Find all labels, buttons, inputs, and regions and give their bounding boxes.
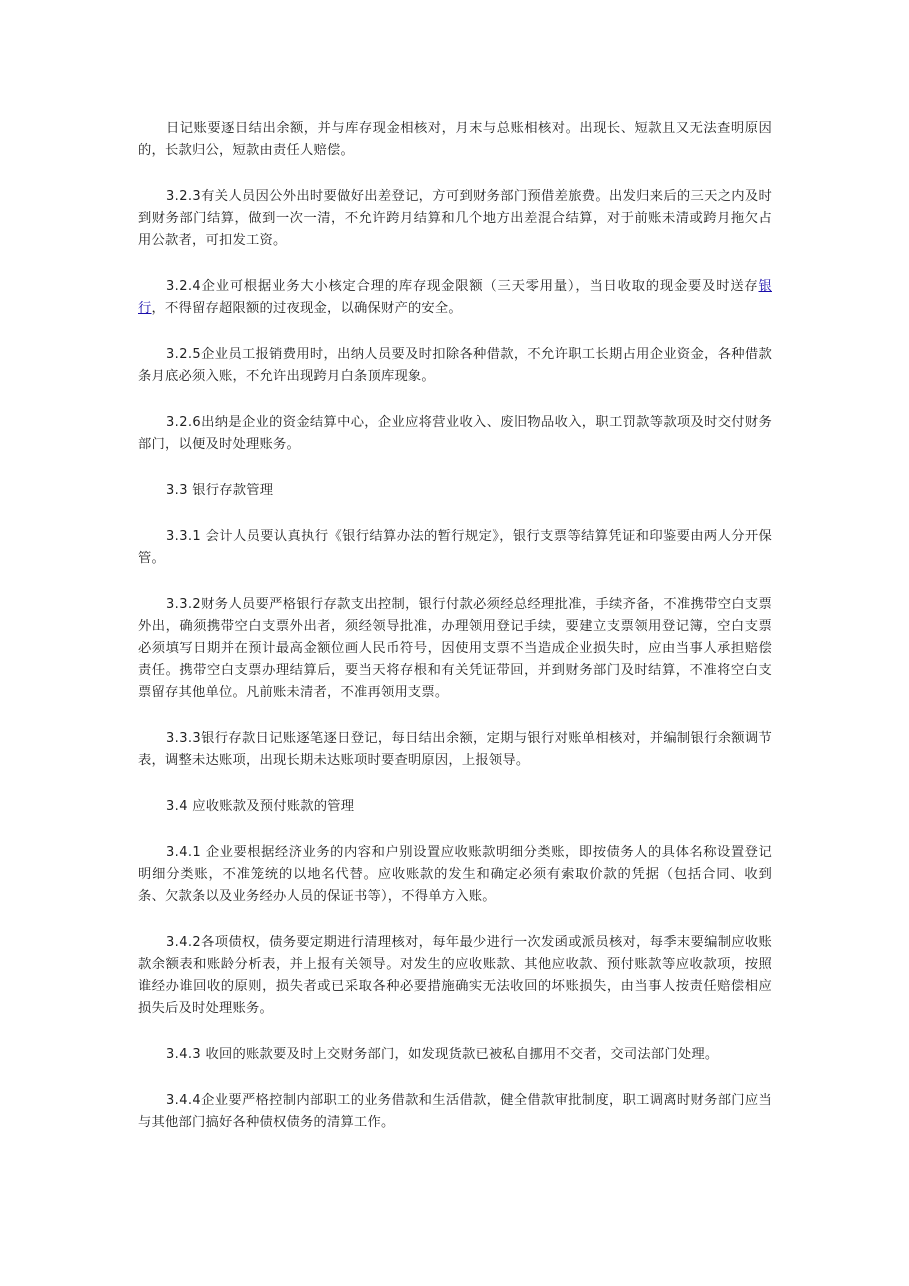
paragraph-text: 企业要严格控制内部职工的业务借款和生活借款，健全借款审批制度，职工调离时财务部门应当与其他部门搞好各种债权债务的清算工作。 bbox=[138, 1093, 772, 1130]
paragraph-3-4-4 bbox=[138, 1090, 772, 1134]
paragraph-3-4-3 bbox=[138, 1044, 772, 1066]
paragraph-3-3-1 bbox=[138, 526, 772, 570]
paragraph-3-2-5 bbox=[138, 344, 772, 388]
bank-link[interactable]: 银行 bbox=[138, 279, 772, 316]
paragraph-text: 有关人员因公外出时要做好出差登记，方可到财务部门预借差旅费。出发归来后的三天之内及时到财务部门结算，做到一次一清，不允许跨月结算和几个地方出差混合结算，对于前账未清或跨月拖欠占用公款者，可扣发工资。 bbox=[138, 189, 772, 248]
paragraph-3-2-4 bbox=[138, 276, 772, 320]
section-number: 3.4.3 bbox=[166, 1047, 202, 1062]
section-number: 3.2.3 bbox=[166, 189, 202, 204]
paragraph-text: 日记账要逐日结出余额，并与库存现金相核对，月末与总账相核对。出现长、短款且又无法查明原因的，长款归公，短款由责任人赔偿。 bbox=[138, 121, 772, 158]
section-number: 3.3.2 bbox=[166, 597, 202, 612]
section-number: 3.2.6 bbox=[166, 415, 202, 430]
section-number: 3.2.4 bbox=[166, 279, 202, 294]
section-number: 3.4 bbox=[166, 799, 188, 814]
paragraph-text: 各项债权，债务要定期进行清理核对，每年最少进行一次发函或派员核对，每季末要编制应收账款余额表和账龄分析表，并上报有关领导。对发生的应收账款、其他应收款、预付账款等应收款项，按照谁经办谁回收的原则，损失者或已采取各种必要措施确实无法收回的坏账损失，由当事人按责任赔偿相应损失后及时处理账务。 bbox=[138, 935, 772, 1016]
section-heading-3-3 bbox=[138, 480, 772, 502]
section-title: 应收账款及预付账款的管理 bbox=[187, 799, 355, 814]
section-number: 3.3 bbox=[166, 483, 188, 498]
paragraph-3-3-3 bbox=[138, 728, 772, 772]
paragraph-3-4-2 bbox=[138, 932, 772, 1020]
section-number: 3.4.2 bbox=[166, 935, 202, 950]
paragraph-text: 企业可根据业务大小核定合理的库存现金限额（三天零用量），当日收取的现金要及时送存 bbox=[201, 279, 759, 294]
paragraph-cash-journal bbox=[138, 118, 772, 162]
document-body bbox=[138, 118, 772, 1134]
paragraph-3-2-3 bbox=[138, 186, 772, 252]
section-heading-3-4 bbox=[138, 796, 772, 818]
paragraph-text: 出纳是企业的资金结算中心，企业应将营业收入、废旧物品收入，职工罚款等款项及时交付财务部门，以便及时处理账务。 bbox=[138, 415, 772, 452]
paragraph-text: 银行存款日记账逐笔逐日登记，每日结出余额，定期与银行对账单相核对，并编制银行余额调节表，调整未达账项，出现长期未达账项时要查明原因，上报领导。 bbox=[138, 731, 772, 768]
section-number: 3.4.1 bbox=[166, 845, 202, 860]
section-number: 3.2.5 bbox=[166, 347, 202, 362]
paragraph-text: 财务人员要严格银行存款支出控制，银行付款必须经总经理批准，手续齐备，不准携带空白支票外出，确须携带空白支票外出者，须经领导批准，办理领用登记手续，要建立支票领用登记簿，空白支票必须填写日期并在预计最高金额位画人民币符号，因使用支票不当造成企业损失时，应由当事人承担赔偿责任。携带空白支票办理结算后，要当天将存根和有关凭证带回，并到财务部门及时结算，不准将空白支票留存其他单位。凡前账未清者，不准再领用支票。 bbox=[138, 597, 772, 700]
paragraph-text: 会计人员要认真执行《银行结算办法的暂行规定》，银行支票等结算凭证和印鉴要由两人分开保管。 bbox=[138, 529, 772, 566]
paragraph-text: 企业要根据经济业务的内容和户别设置应收账款明细分类账，即按债务人的具体名称设置登记明细分类账，不准笼统的以地名代替。应收账款的发生和确定必须有索取价款的凭据（包括合同、收到条、欠款条以及业务经办人员的保证书等），不得单方入账。 bbox=[138, 845, 772, 904]
section-number: 3.3.1 bbox=[166, 529, 202, 544]
section-number: 3.4.4 bbox=[166, 1093, 202, 1108]
section-number: 3.3.3 bbox=[166, 731, 202, 746]
paragraph-text: ，不得留存超限额的过夜现金，以确保财产的安全。 bbox=[151, 301, 462, 316]
paragraph-3-2-6 bbox=[138, 412, 772, 456]
section-title: 银行存款管理 bbox=[187, 483, 274, 498]
paragraph-text: 收回的账款要及时上交财务部门，如发现货款已被私自挪用不交者，交司法部门处理。 bbox=[201, 1047, 719, 1062]
paragraph-text: 企业员工报销费用时，出纳人员要及时扣除各种借款，不允许职工长期占用企业资金，各种借款条月底必须入账，不允许出现跨月白条顶库现象。 bbox=[138, 347, 772, 384]
paragraph-3-3-2 bbox=[138, 594, 772, 704]
paragraph-3-4-1 bbox=[138, 842, 772, 908]
